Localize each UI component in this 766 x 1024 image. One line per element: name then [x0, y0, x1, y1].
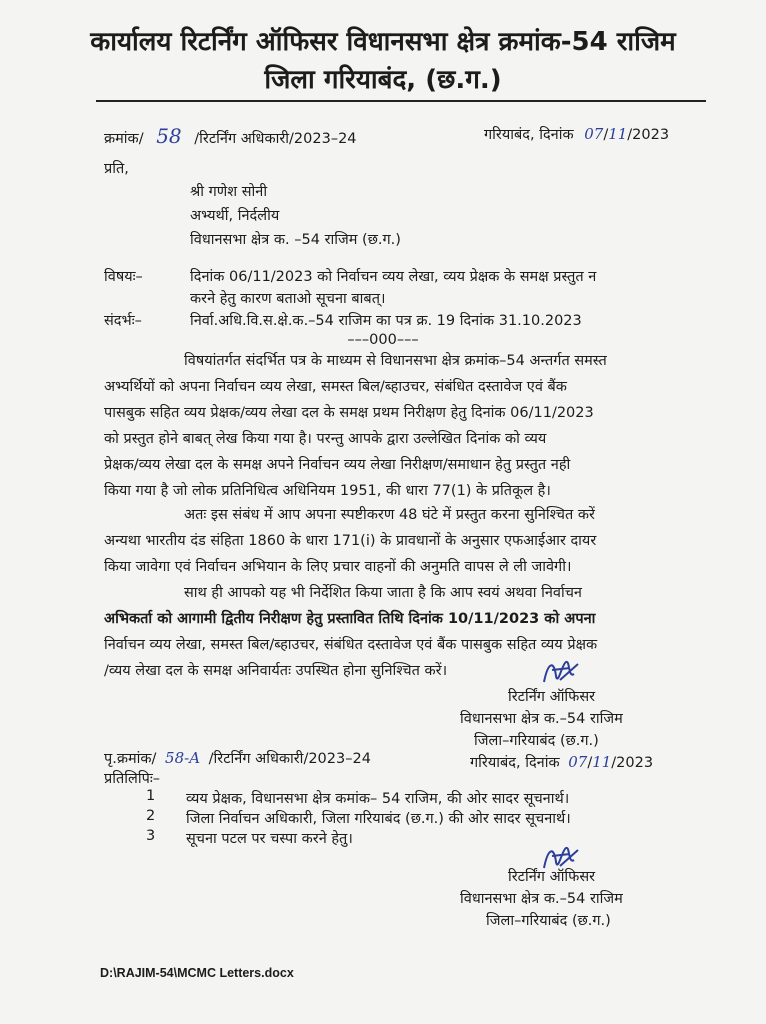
reference-label: संदर्भः–: [104, 313, 142, 329]
file-path-footer: D:\RAJIM-54\MCMC Letters.docx: [100, 966, 294, 980]
signatory-title-1: रिटर्निंग ऑफिसर: [508, 689, 596, 705]
p1-line: को प्रस्तुत होने बाबत् लेख किया गया है। परन्तु आपके द्वारा उल्लेखित दिनांक को व्यय: [104, 431, 547, 447]
p1-line: अभ्यर्थियों को अपना निर्वाचन व्यय लेखा, समस्त बिल/ब्हाउचर, संबंधित दस्तावेज एवं बैंक: [104, 379, 567, 395]
copy-item-3-text: सूचना पटल पर चस्पा करने हेतु।: [186, 831, 353, 847]
subject-line-1: दिनांक 06/11/2023 को निर्वाचन व्यय लेखा, व्यय प्रेक्षक के समक्ष प्रस्तुत न: [190, 269, 597, 285]
endorsement-prefix: पृ.क्रमांक/: [104, 751, 157, 767]
letter-date: गरियाबंद, दिनांक 07/11/2023: [484, 125, 670, 143]
subject-label: विषयः–: [104, 269, 143, 285]
p2-line: किया जावेगा एवं निर्वाचन अभियान के लिए प्रचार वाहनों की अनुमति वापस ले ली जावेगी।: [104, 559, 572, 575]
addressee-constituency: विधानसभा क्षेत्र क. –54 राजिम (छ.ग.): [190, 232, 401, 248]
copy-item-2-text: जिला निर्वाचन अधिकारी, जिला गरियाबंद (छ.ग.) की ओर सादर सूचनार्थ।: [186, 811, 571, 827]
body-paragraph-1: [104, 348, 684, 504]
signatory-title-2: रिटर्निंग ऑफिसर: [508, 869, 596, 885]
header-divider: [96, 100, 706, 102]
sig-date-label: गरियाबंद, दिनांक: [470, 755, 560, 771]
separator: –––000–––: [347, 332, 419, 348]
date-month: 11: [608, 125, 628, 143]
copy-item-3-num: 3: [146, 828, 156, 844]
signatory-district-2: जिला–गरियाबंद (छ.ग.): [486, 913, 611, 929]
reference-number-line: [104, 124, 357, 148]
copy-item-1-text: व्यय प्रेक्षक, विधानसभा क्षेत्र कमांक– 54 राजिम, की ओर सादर सूचनार्थ।: [186, 791, 570, 807]
signature-date: गरियाबंद, दिनांक 07/11/2023: [470, 753, 654, 771]
p3-line: अभिकर्ता को आगामी द्वितीय निरीक्षण हेतु प्रस्तावित तिथि दिनांक 10/11/2023 को अपना: [104, 611, 596, 627]
office-title: कार्यालय रिटर्निंग ऑफिसर विधानसभा क्षेत्र क्रमांक-54 राजिम: [90, 27, 676, 57]
sig-date-month: 11: [592, 753, 612, 771]
subject-line-2: करने हेतु कारण बताओ सूचना बाबत्।: [190, 291, 386, 307]
copy-item-1-num: 1: [146, 788, 156, 804]
district-title: जिला गरियाबंद, (छ.ग.): [264, 65, 502, 95]
ref-prefix: क्रमांक/: [104, 131, 144, 147]
p1-line: पासबुक सहित व्यय प्रेक्षक/व्यय लेखा दल के समक्ष प्रथम निरीक्षण हेतु दिनांक 06/11/2023: [104, 405, 594, 421]
reference-text: निर्वा.अधि.वि.स.क्षे.क.–54 राजिम का पत्र क्र. 19 दिनांक 31.10.2023: [190, 313, 582, 329]
p1-line: प्रेक्षक/व्यय लेखा दल के समक्ष अपने निर्वाचन व्यय लेखा निरीक्षण/समाधान हेतु प्रस्तुत नही: [104, 457, 571, 473]
body-paragraph-3: [104, 580, 684, 684]
p2-line: अन्यथा भारतीय दंड संहिता 1860 के धारा 171(i) के प्रावधानों के अनुसार एफआईआर दायर: [104, 533, 597, 549]
sig-date-day: 07: [568, 753, 588, 771]
date-year: /2023: [627, 127, 670, 143]
signatory-constituency-1: विधानसभा क्षेत्र क.–54 राजिम: [460, 711, 623, 727]
date-label: गरियाबंद, दिनांक: [484, 127, 574, 143]
date-day: 07: [584, 125, 604, 143]
ref-handwritten-number: 58: [156, 124, 182, 148]
addressee-name: श्री गणेश सोनी: [190, 184, 268, 200]
copy-item-2-num: 2: [146, 808, 156, 824]
body-paragraph-2: [104, 502, 684, 580]
p3-line: साथ ही आपको यह भी निर्देशित किया जाता है कि आप स्वयं अथवा निर्वाचन: [184, 585, 582, 601]
p3-line: /व्यय लेखा दल के समक्ष अनिवार्यतः उपस्थित होना सुनिश्चित करें।: [104, 663, 448, 679]
endorsement-handwritten-number: 58-A: [165, 749, 201, 767]
copy-label: प्रतिलिपिः–: [104, 771, 161, 787]
p1-line: किया गया है जो लोक प्रतिनिधित्व अधिनियम 1951, की धारा 77(1) के प्रतिकूल है।: [104, 483, 551, 499]
p1-line: विषयांतर्गत संदर्भित पत्र के माध्यम से विधानसभा क्षेत्र क्रमांक–54 अन्तर्गत समस्त: [184, 353, 607, 369]
prati-label: प्रति,: [104, 161, 129, 177]
ref-suffix: /रिटर्निंग अधिकारी/2023–24: [194, 131, 357, 147]
signature-scribble-1: [540, 656, 584, 690]
sig-date-year: /2023: [611, 755, 654, 771]
endorsement-number-line: [104, 748, 371, 768]
endorsement-suffix: /रिटर्निंग अधिकारी/2023–24: [208, 751, 371, 767]
addressee-role: अभ्यर्थी, निर्दलीय: [190, 208, 280, 224]
p2-line: अतः इस संबंध में आप अपना स्पष्टीकरण 48 घंटे में प्रस्तुत करना सुनिश्चित करें: [184, 507, 595, 523]
signatory-district-1: जिला–गरियाबंद (छ.ग.): [474, 733, 599, 749]
signatory-constituency-2: विधानसभा क्षेत्र क.–54 राजिम: [460, 891, 623, 907]
p3-line: निर्वाचन व्यय लेखा, समस्त बिल/ब्हाउचर, संबंधित दस्तावेज एवं बैंक पासबुक सहित व्यय प्रेक्षक: [104, 637, 598, 653]
